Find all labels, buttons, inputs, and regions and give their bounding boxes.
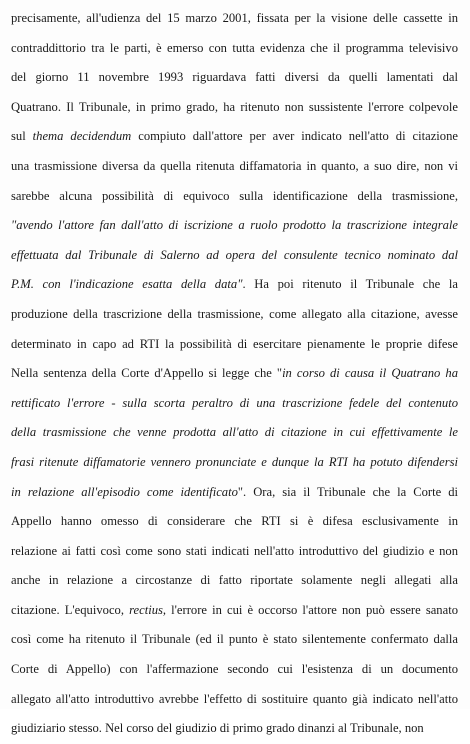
text-line (11, 685, 458, 715)
text-segment: allegato all'atto introduttivo avrebbe l'effetto di sostituire quanto già indicato nell'atto (11, 691, 458, 706)
text-line (11, 34, 458, 64)
italic-text: rectius, (129, 602, 167, 617)
text-line (11, 359, 458, 389)
text-line (11, 93, 458, 123)
text-line (11, 537, 458, 567)
text-segment: Nella sentenza della Corte d'Appello si legge che " (11, 366, 283, 381)
text-line (11, 448, 458, 478)
italic-text: frasi ritenute diffamatorie vennero pronunciate e dunque la RTI ha potuto difendersi (11, 454, 458, 469)
italic-text: "avendo l'attore fan dall'atto di iscrizione a ruolo prodotto la trascrizione integrale (11, 218, 458, 233)
text-line (11, 478, 458, 508)
text-segment: relazione ai fatti così come sono stati indicati nell'atto introduttivo del giudizio e non (11, 543, 458, 558)
text-line (11, 655, 458, 685)
text-line (11, 182, 458, 212)
text-segment: una trasmissione diversa da quella ritenuta diffamatoria in quanto, a suo dire, non vi (11, 158, 458, 173)
text-segment: Appello hanno omesso di considerare che RTI si è difesa esclusivamente in (11, 514, 458, 529)
text-line (11, 330, 458, 360)
text-segment: contraddittorio tra le parti, è emerso con tutta evidenza che il programma televisivo (11, 40, 458, 55)
text-segment: giudiziario stesso. Nel corso del giudizio di primo grado dinanzi al Tribunale, non (11, 721, 424, 736)
text-line (11, 507, 458, 537)
text-segment: sarebbe alcuna possibilità di equivoco sulla identificazione della trasmissione, (11, 188, 458, 203)
text-segment: precisamente, all'udienza del 15 marzo 2001, fissata per la visione delle cassette in (11, 11, 458, 25)
text-line (11, 241, 458, 271)
text-segment: del giorno 11 novembre 1993 riguardava fatti diversi da quelli lamentati dal (11, 70, 458, 85)
text-line (11, 596, 458, 626)
text-line (11, 300, 458, 330)
text-segment: . Ha poi ritenuto il Tribunale che la (242, 277, 458, 292)
italic-text: della trasmissione che venne prodotta all'atto di citazione in cui effettivamente le (11, 425, 458, 440)
text-line (11, 418, 458, 448)
text-segment: determinato in capo ad RTI la possibilità di esercitare pienamente le proprie difese (11, 336, 458, 351)
text-line (11, 270, 458, 300)
body-text (11, 4, 458, 744)
text-segment: compiuto dall'attore per aver indicato nell'atto di citazione (131, 129, 458, 144)
text-line (11, 714, 458, 744)
text-line (11, 63, 458, 93)
text-segment: Corte di Appello) con l'affermazione secondo cui l'esistenza di un documento (11, 662, 458, 677)
text-line (11, 625, 458, 655)
text-line (11, 566, 458, 596)
italic-text: thema decidendum (32, 129, 132, 144)
text-segment: produzione della trascrizione della trasmissione, come allegato alla citazione, avesse (11, 306, 458, 321)
italic-text: in relazione all'episodio come identificato (11, 484, 238, 499)
text-segment: citazione. L'equivoco, (11, 602, 130, 617)
text-segment: così come ha ritenuto il Tribunale (ed il punto è stato silentemente confermato dalla (11, 632, 458, 647)
italic-text: rettificato l'errore - sulla scorta peraltro di una trascrizione fedele del contenuto (11, 395, 458, 410)
text-segment: anche in relazione a circostanze di fatto riportate solamente negli allegati alla (11, 573, 458, 588)
text-segment: ". Ora, sia il Tribunale che la Corte di (237, 484, 458, 499)
text-line (11, 4, 458, 34)
text-segment: sul (11, 129, 33, 144)
text-line (11, 211, 458, 241)
text-line (11, 122, 458, 152)
italic-text: effettuata dal Tribunale di Salerno ad opera del consulente tecnico nominato dal (11, 247, 458, 262)
text-segment: l'errore in cui è occorso l'attore non può essere sanato (166, 602, 458, 617)
text-line (11, 152, 458, 182)
italic-text: P.M. con l'indicazione esatta della data" (11, 277, 243, 292)
italic-text: in corso di causa il Quatrano ha (282, 366, 458, 381)
text-segment: Quatrano. Il Tribunale, in primo grado, ha ritenuto non sussistente l'errore colpevole (11, 99, 458, 114)
text-line (11, 389, 458, 419)
